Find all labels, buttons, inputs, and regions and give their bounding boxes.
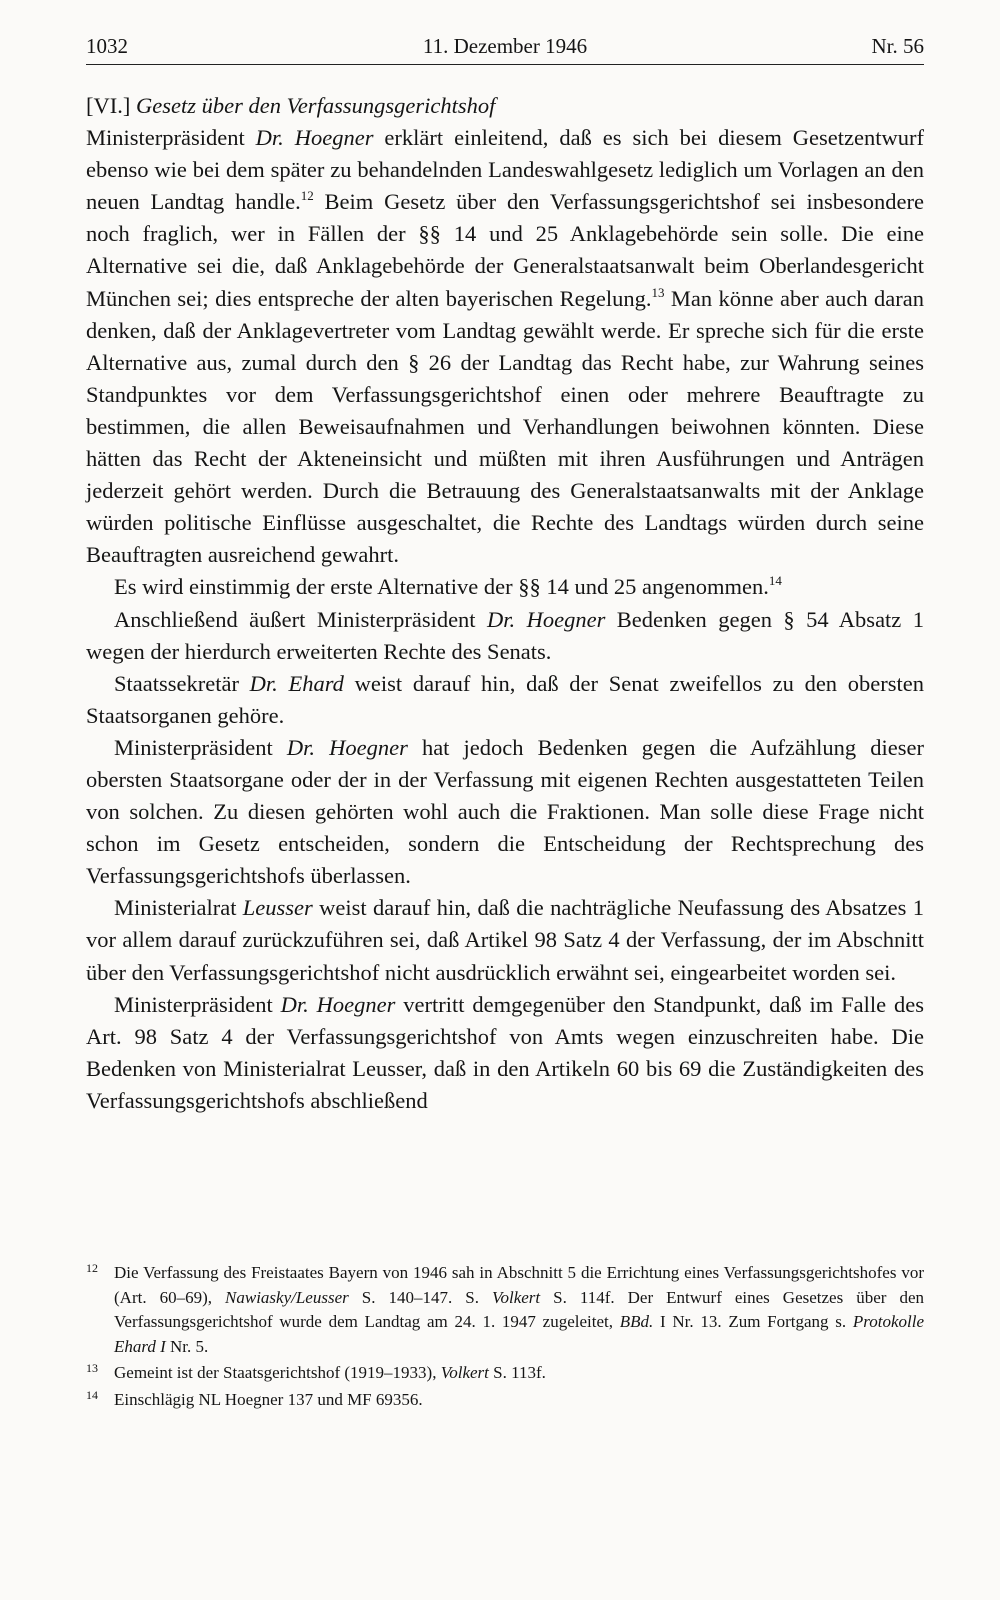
- text-run: Gemeint ist der Staatsgerichtshof (1919–1933),: [114, 1363, 441, 1383]
- footnote-ref-14: 14: [768, 573, 782, 589]
- text-run: I Nr. 13. Zum Fortgang s.: [653, 1312, 853, 1332]
- section-title: Gesetz über den Verfassungsgerichtshof: [135, 93, 496, 118]
- text-run: Ministerpräsident: [114, 991, 281, 1017]
- text-run: Bedenken gegen § 54 Absatz 1 wegen der hierdurch erweiterten Rechte des Senats.: [86, 606, 924, 664]
- footnote-14: [86, 1388, 924, 1413]
- footnote-number-label: 12: [86, 1261, 98, 1275]
- text-run: erklärt einleitend, daß es sich bei diesem Gesetzentwurf ebenso wie bei dem später zu behandelnden Landeswahlgesetz lediglich um Vorlagen an den neuen Landtag handle.: [86, 125, 924, 215]
- person-name: Dr. Ehard: [249, 670, 344, 696]
- person-name: Leusser: [242, 895, 313, 921]
- text-run: Anschließend äußert Ministerpräsident: [114, 606, 488, 632]
- citation-author: Volkert: [440, 1363, 489, 1383]
- footnotes: [86, 1261, 924, 1415]
- footnote-number-label: 14: [86, 1387, 98, 1402]
- footnote-text: Einschlägig NL Hoegner 137 und MF 69356.: [114, 1389, 423, 1409]
- text-run: weist darauf hin, daß die nachträgliche Neufassung des Absatzes 1 vor allem darauf zurückzuführen sei, daß Artikel 98 Satz 4 der Verfassung, der im Abschnitt über den Verfassungsgerichtshof nicht ausdrücklich erwähnt sei, eingearbeitet worden sei.: [86, 895, 924, 985]
- paragraph: [86, 604, 924, 668]
- text-run: Es wird einstimmig der erste Alternative der §§ 14 und 25 angenommen.: [114, 574, 769, 600]
- text-run: weist darauf hin, daß der Senat zweifellos zu den obersten Staatsorganen gehöre.: [86, 670, 924, 728]
- text-run: Nr. 5.: [165, 1336, 209, 1356]
- main-text: [86, 90, 924, 1117]
- citation-author: Volkert: [491, 1287, 541, 1307]
- footnote-number: [86, 1388, 114, 1413]
- text-run: Beim Gesetz über den Verfassungsgerichtshof sei insbesondere noch fraglich, wer in Fällen der §§ 14 und 25 Anklagebehörde sein solle. Die eine Alternative sei die, daß Anklagebehörde der Generalstaatsanwalt beim Oberlandesgericht München sei; dies entspreche der alten bayerischen Regelung.: [86, 189, 924, 311]
- text-run: Staatssekretär: [114, 670, 250, 696]
- footnote-number: [86, 1261, 114, 1359]
- citation-source: Protokolle Ehard I: [114, 1312, 924, 1356]
- footnote-text: [114, 1361, 924, 1386]
- citation-source: BBd.: [619, 1312, 654, 1332]
- citation-author: Nawiasky/Leusser: [225, 1287, 349, 1307]
- header-date: 11. Dezember 1946: [422, 34, 588, 58]
- page-number: 1032: [86, 34, 128, 58]
- text-run: S. 113f.: [488, 1363, 546, 1383]
- footnote-text: [114, 1261, 924, 1359]
- issue-number: Nr. 56: [871, 34, 924, 58]
- running-header: [86, 30, 924, 65]
- paragraph: [86, 122, 924, 571]
- person-name: Dr. Hoegner: [255, 125, 374, 151]
- paragraph: [86, 989, 924, 1117]
- paragraph: [86, 732, 924, 892]
- footnote-12: [86, 1261, 924, 1359]
- person-name: Dr. Hoegner: [280, 991, 396, 1017]
- text-run: Die Verfassung des Freistaates Bayern von 1946 sah in Abschnitt 5 die Errichtung eines Verfassungsgerichtshofes vor (Art. 60–69),: [114, 1263, 924, 1307]
- person-name: Dr. Hoegner: [487, 606, 606, 632]
- footnote-13: [86, 1361, 924, 1386]
- person-name: Dr. Hoegner: [286, 734, 408, 760]
- footnote-ref-12: 12: [300, 188, 314, 204]
- text-run: hat jedoch Bedenken gegen die Aufzählung dieser obersten Staatsorgane oder der in der Verfassung mit eigenen Rechten ausgestatteten Teilen von solchen. Zu diesen gehörten wohl auch die Fraktionen. Man solle diese Frage nicht schon im Gesetz entscheiden, sondern die Entscheidung der Rechtsprechung des Verfassungsgerichtshofs überlassen.: [86, 734, 924, 889]
- section-heading: [86, 90, 924, 122]
- text-run: vertritt demgegenüber den Standpunkt, daß im Falle des Art. 98 Satz 4 der Verfassungsgerichtshof von Amts wegen einzuschreiten habe. Die Bedenken von Ministerialrat Leusser, daß in den Artikeln 60 bis 69 die Zuständigkeiten des Verfassungsgerichtshofs abschließend: [86, 991, 924, 1113]
- text-run: Ministerialrat: [114, 895, 243, 921]
- text-run: S. 114f. Der Entwurf eines Gesetzes über den Verfassungsgerichtshof wurde dem Landtag am 24. 1. 1947 zugeleitet,: [114, 1287, 924, 1332]
- paragraph: [86, 892, 924, 988]
- section-number: [VI.]: [86, 93, 131, 118]
- paragraph: [86, 571, 924, 603]
- footnote-ref-13: 13: [651, 284, 665, 300]
- footnote-number: [86, 1361, 114, 1386]
- text-run: Ministerpräsident: [86, 125, 256, 151]
- footnote-number-label: 13: [86, 1361, 98, 1376]
- text-run: S. 140–147. S.: [348, 1287, 492, 1307]
- paragraph: [86, 668, 924, 732]
- text-run: Ministerpräsident: [114, 734, 287, 760]
- text-run: Man könne aber auch daran denken, daß der Anklagevertreter vom Landtag gewählt werde. Er spreche sich für die erste Alternative aus, zumal durch den § 26 der Landtag das Recht habe, zur Wahrung seines Standpunktes vor dem Verfassungsgerichtshof einen oder mehrere Beauftragte zu bestimmen, die allen Beweisaufnahmen und Verhandlungen beiwohnen könnten. Diese hätten das Recht der Akteneinsicht und müßten mit ihren Ausführungen und Anträgen jederzeit gehört werden. Durch die Betrauung des Generalstaatsanwalts mit der Anklage würden politische Einflüsse ausgeschaltet, die Rechte des Landtags würden durch seine Beauftragten ausreichend gewahrt.: [86, 285, 924, 568]
